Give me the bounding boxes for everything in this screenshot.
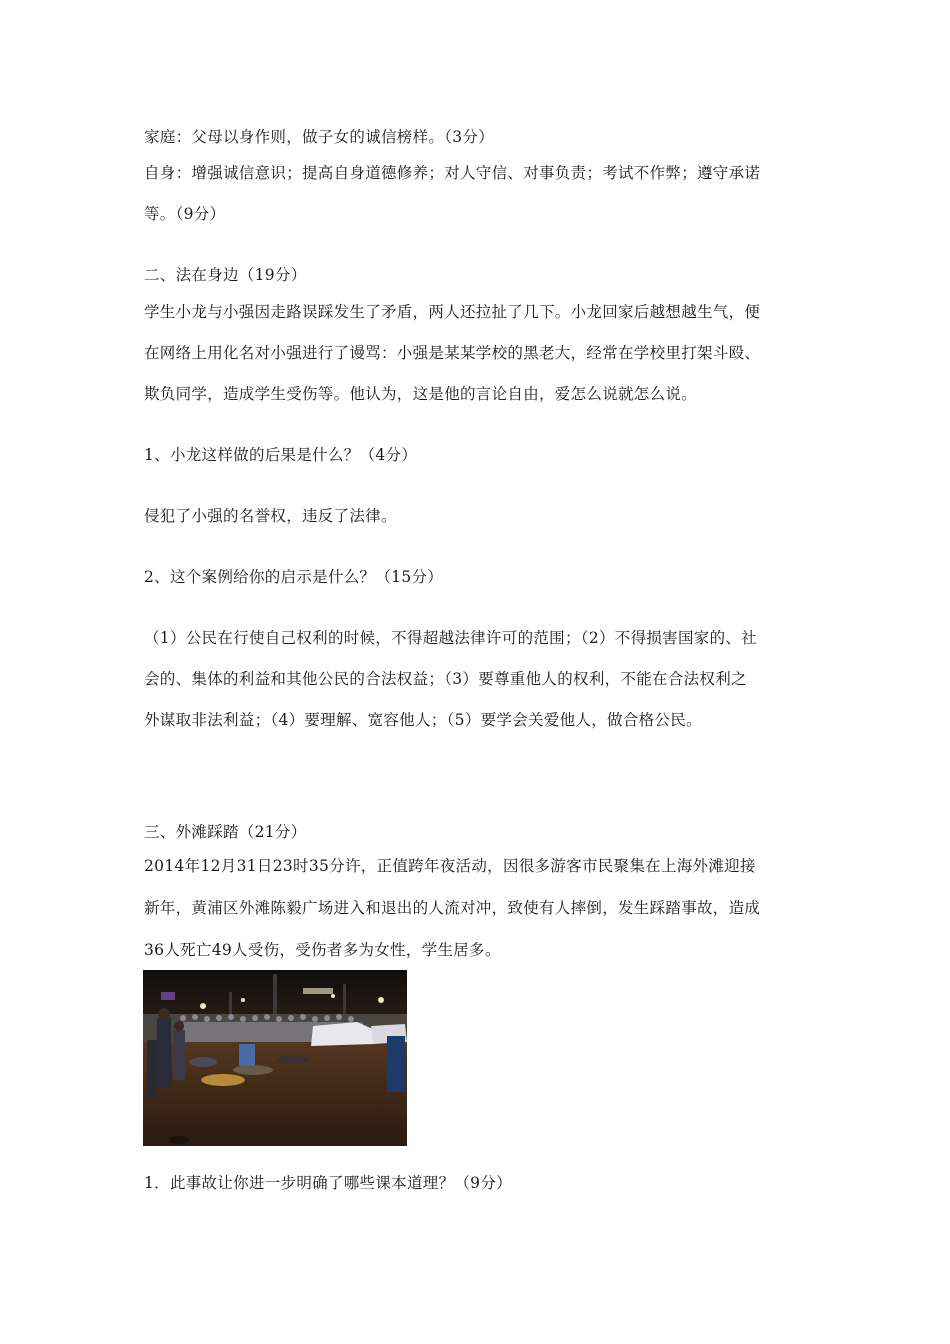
answer-2-line-3: 外谋取非法利益；（4）要理解、宽容他人；（5）要学会关爱他人，做合格公民。 [144,711,702,729]
question-1-consequence: 1、小龙这样做的后果是什么？（4分） [144,446,418,464]
section-heading-law: 二、法在身边（19分） [144,266,307,284]
question-bund-1: 1．此事故让你进一步明确了哪些课本道理？（9分） [144,1174,512,1192]
section-heading-bund: 三、外滩踩踏（21分） [144,823,307,841]
question-2-lesson: 2、这个案例给你的启示是什么？（15分） [144,568,444,586]
case-text-line-1: 学生小龙与小强因走路误踩发生了矛盾，两人还拉扯了几下。小龙回家后越想越生气，便 [144,303,761,321]
bund-text-line-1: 2014年12月31日23时35分许，正值跨年夜活动，因很多游客市民聚集在上海外滩迎接 [144,857,756,875]
case-text-line-3: 欺负同学，造成学生受伤等。他认为，这是他的言论自由，爱怎么说就怎么说。 [144,385,698,403]
bund-text-line-2: 新年，黄浦区外滩陈毅广场进入和退出的人流对冲，致使有人摔倒，发生踩踏事故，造成 [144,899,761,917]
case-text-line-2: 在网络上用化名对小强进行了谩骂：小强是某某学校的黑老大，经常在学校里打架斗殴、 [144,344,761,362]
stampede-scene-photo [143,970,407,1146]
answer-1-consequence: 侵犯了小强的名誉权，违反了法律。 [144,507,397,525]
answer-2-line-1: （1）公民在行使自己权利的时候，不得超越法律许可的范围；（2）不得损害国家的、社 [144,629,757,647]
self-answer-line-2: 等。（9分） [144,205,226,223]
answer-2-line-2: 会的、集体的利益和其他公民的合法权益；（3）要尊重他人的权利，不能在合法权利之 [144,670,747,688]
bund-text-line-3: 36人死亡49人受伤，受伤者多为女性，学生居多。 [144,941,501,959]
family-answer-line: 家庭：父母以身作则，做子女的诚信榜样。（3分） [144,128,495,146]
self-answer-line-1: 自身：增强诚信意识；提高自身道德修养；对人守信、对事负责；考试不作弊；遵守承诺 [144,164,761,182]
